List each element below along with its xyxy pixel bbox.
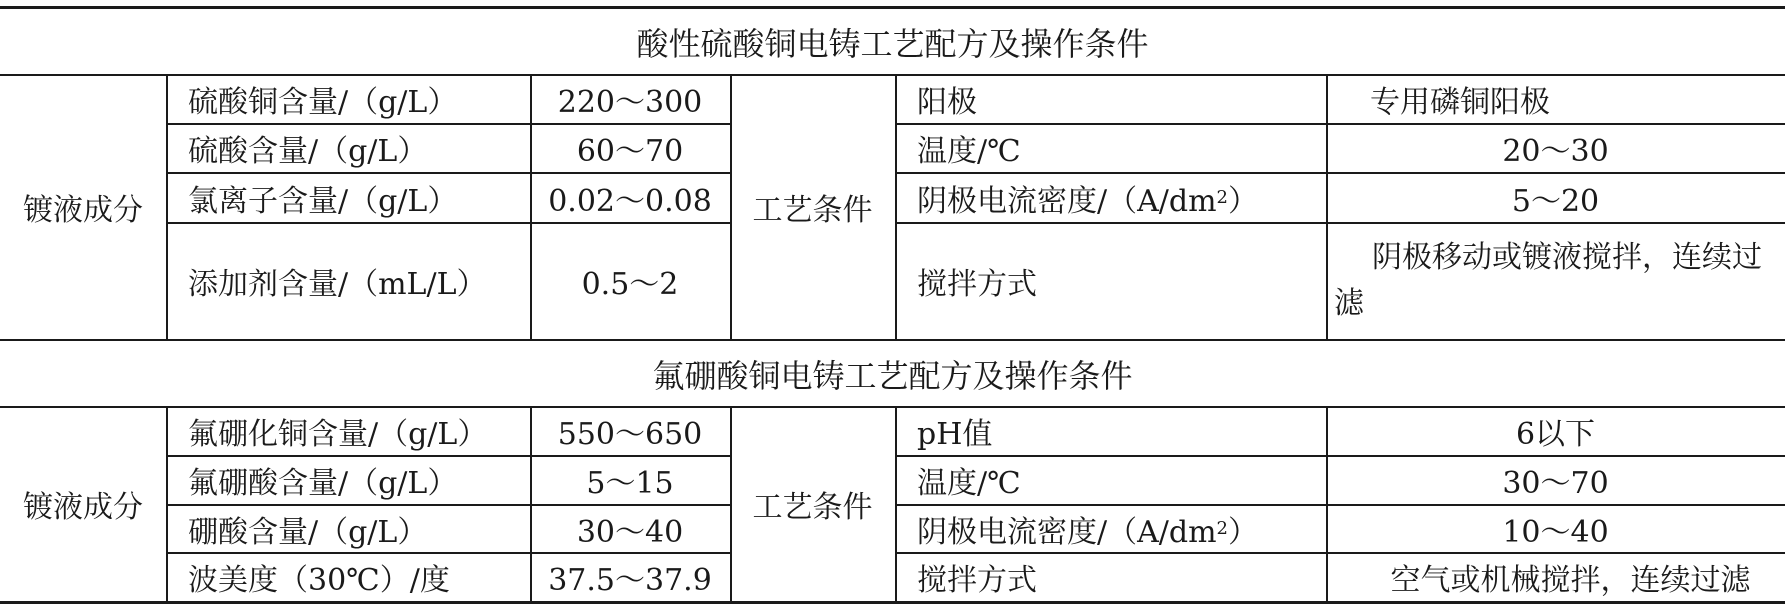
condition-value: 阴极移动或镀液搅拌，连续过滤 xyxy=(1334,240,1762,321)
condition-label-text: 阴极电流密度/（A/dm xyxy=(917,183,1217,219)
condition-value: 5～20 xyxy=(1511,183,1600,219)
param-value: 5～15 xyxy=(586,466,674,501)
condition-label: 阳极 xyxy=(917,85,977,120)
condition-value: 专用磷铜阳极 xyxy=(1370,85,1550,120)
condition-value: 10～40 xyxy=(1502,514,1609,550)
group-label: 镀液成分 xyxy=(23,490,143,525)
condition-label: 阴极电流密度/（A/dm 2 ） xyxy=(895,505,1326,552)
condition-value: 6以下 xyxy=(1515,417,1596,452)
param-label: 氟硼酸含量/（g/L） xyxy=(188,466,458,501)
condition-label: 温度/℃ xyxy=(917,134,1021,169)
condition-label: 搅拌方式 xyxy=(917,563,1037,598)
param-value: 60～70 xyxy=(576,134,684,169)
param-value: 550～650 xyxy=(557,417,703,452)
param-label: 硫酸铜含量/（g/L） xyxy=(188,85,458,120)
param-label: 硼酸含量/（g/L） xyxy=(188,514,428,550)
condition-label-close: ） xyxy=(1227,183,1258,219)
group-label: 工艺条件 xyxy=(752,193,873,228)
param-value: 0.02～0.08 xyxy=(548,183,712,219)
param-value: 37.5～37.9 xyxy=(548,563,712,598)
param-value: 30～40 xyxy=(576,514,684,550)
group-label: 工艺条件 xyxy=(752,490,873,525)
param-label: 硫酸含量/（g/L） xyxy=(188,134,428,169)
table-title: 酸性硫酸铜电铸工艺配方及操作条件 xyxy=(636,24,1149,63)
condition-label: 阴极电流密度/（A/dm 2 ） xyxy=(895,173,1326,222)
param-label: 添加剂含量/（mL/L） xyxy=(188,267,487,302)
condition-label: 搅拌方式 xyxy=(917,267,1037,302)
condition-label: pH值 xyxy=(917,417,993,452)
param-label: 氟硼化铜含量/（g/L） xyxy=(188,417,488,452)
condition-value: 20～30 xyxy=(1502,134,1609,169)
param-value: 0.5～2 xyxy=(581,267,679,302)
table-title: 氟硼酸铜电铸工艺配方及操作条件 xyxy=(652,356,1133,395)
param-label: 波美度（30℃）/度 xyxy=(188,563,450,598)
param-value: 220～300 xyxy=(557,85,703,120)
electroforming-table xyxy=(0,6,1785,604)
bottom-border xyxy=(0,601,1785,604)
condition-value: 空气或机械搅拌，连续过滤 xyxy=(1390,563,1751,598)
condition-value: 30～70 xyxy=(1502,466,1609,501)
condition-label-close: ） xyxy=(1227,514,1258,550)
condition-label-text: 阴极电流密度/（A/dm xyxy=(917,514,1217,550)
group-label: 镀液成分 xyxy=(23,193,143,228)
param-label: 氯离子含量/（g/L） xyxy=(188,183,458,219)
condition-label: 温度/℃ xyxy=(917,466,1021,501)
